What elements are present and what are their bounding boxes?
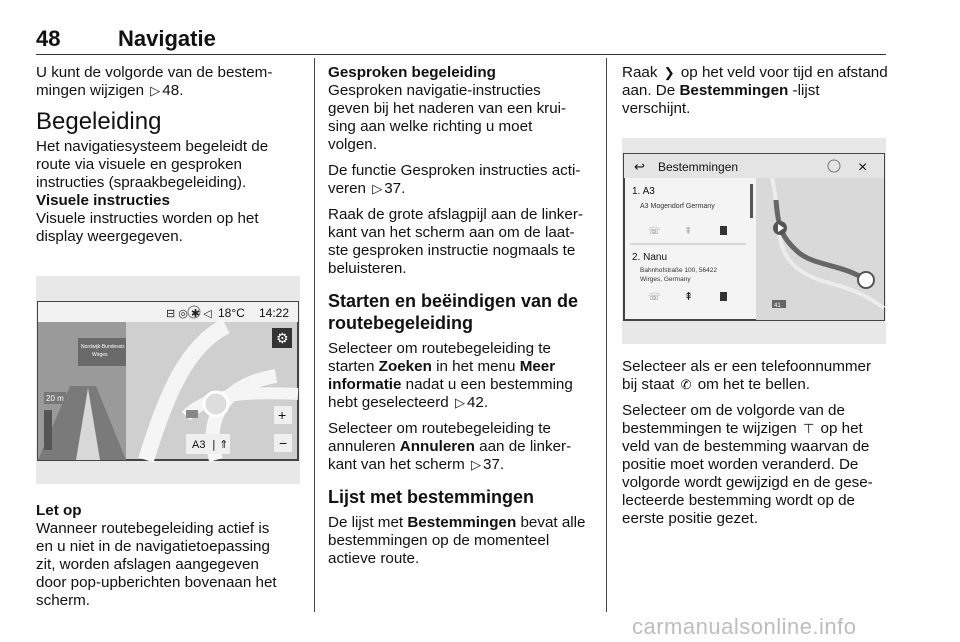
nav-sign-1: Nordwijk-Bundesstr. bbox=[81, 344, 126, 350]
svg-text:⇞: ⇞ bbox=[684, 290, 694, 303]
page-ref-icon: ▷ bbox=[454, 395, 465, 410]
column-3 bbox=[622, 64, 888, 118]
dest-item2-addr-2: Wirges, Germany bbox=[640, 276, 691, 283]
note-line-4: door pop-upberichten bovenaan het bbox=[36, 574, 277, 591]
p2-line-2: bij staat ✆ om het te bellen. bbox=[622, 376, 811, 393]
para1-line-2: route via visuele en gesproken bbox=[36, 156, 243, 173]
p1-line-2: aan. De Bestemmingen -lijst bbox=[622, 82, 820, 99]
p3-line-2: bestemmingen te wijzigen ⊤ op het bbox=[622, 420, 863, 437]
arrow-line-2: kant van het scherm aan om de laat- bbox=[328, 224, 575, 241]
move-to-top-icon: ⊤ bbox=[802, 421, 815, 436]
nav-road-label: A3 bbox=[192, 439, 206, 451]
svg-text:↩: ↩ bbox=[634, 160, 645, 175]
dest-map-label: 41 bbox=[774, 303, 781, 309]
spoken-line-1: Gesproken navigatie-instructies bbox=[328, 82, 541, 99]
func-line-2: veren ▷ 37. bbox=[328, 180, 406, 197]
arrow-line-4: beluisteren. bbox=[328, 260, 407, 277]
p3-line-3: veld van de bestemming waarvan de bbox=[622, 438, 870, 455]
column-divider-2 bbox=[606, 58, 607, 612]
note-line-3: zit, worden afslagen aangegeven bbox=[36, 556, 259, 573]
func-line-1: De functie Gesproken instructies acti- bbox=[328, 162, 581, 179]
spoken-line-4: volgen. bbox=[328, 136, 377, 153]
start-line-4: hebt geselecteerd ▷ 42. bbox=[328, 394, 489, 411]
column-3-lower bbox=[622, 358, 888, 528]
svg-text:×: × bbox=[858, 159, 868, 176]
p3-line-7: eerste positie gezet. bbox=[622, 510, 758, 527]
stop-line-1: Selecteer om routebegeleiding te bbox=[328, 420, 551, 437]
dest-title: Bestemmingen bbox=[658, 160, 739, 174]
note-heading: Let op bbox=[36, 502, 82, 519]
p3-line-6: lecteerde bestemming wordt op de bbox=[622, 492, 856, 509]
p1-line-1: Raak ❯ op het veld voor tijd en afstand bbox=[622, 64, 888, 81]
stop-ref[interactable]: 37. bbox=[483, 456, 505, 473]
nav-sign-2: Wirges bbox=[92, 352, 108, 358]
visual-heading: Visuele instructies bbox=[36, 192, 170, 209]
column-2 bbox=[328, 64, 600, 568]
header-rule bbox=[36, 54, 886, 55]
nav-temperature: 18°C bbox=[218, 306, 245, 320]
visual-line-2: display weergegeven. bbox=[36, 228, 183, 245]
svg-text:| ⇑: | ⇑ bbox=[212, 438, 229, 451]
p1-line-3: verschijnt. bbox=[622, 100, 691, 117]
note-line-1: Wanneer routebegeleiding actief is bbox=[36, 520, 270, 537]
chevron-right-icon: ❯ bbox=[663, 65, 675, 80]
p3-line-5: volgorde wordt gewijzigd en de gese- bbox=[622, 474, 873, 491]
dest-item1-addr: A3 Mogendorf Germany bbox=[640, 203, 715, 210]
spoken-line-2: geven bij het naderen van een krui- bbox=[328, 100, 567, 117]
spoken-line-3: sing aan welke richting u moet bbox=[328, 118, 533, 135]
start-line-2: starten Zoeken in het menu Meer bbox=[328, 358, 556, 375]
svg-text:⇞: ⇞ bbox=[684, 226, 693, 237]
visual-line-1: Visuele instructies worden op het bbox=[36, 210, 259, 227]
note-block bbox=[36, 502, 306, 610]
list-line-3: actieve route. bbox=[328, 550, 420, 567]
stop-line-3: kant van het scherm ▷ 37. bbox=[328, 456, 505, 473]
list-line-1: De lijst met Bestemmingen bevat alle bbox=[328, 514, 586, 531]
svg-text:−: − bbox=[279, 435, 288, 451]
page-number: 48 bbox=[36, 26, 61, 51]
start-line-3: informatie nadat u een bestemming bbox=[328, 376, 573, 393]
nav-time: 14:22 bbox=[259, 306, 290, 320]
nav-screen-figure bbox=[36, 276, 300, 484]
page-ref-icon: ▷ bbox=[471, 457, 481, 472]
svg-text:☏: ☏ bbox=[648, 226, 661, 237]
func-ref[interactable]: 37. bbox=[384, 180, 406, 197]
column-divider-1 bbox=[314, 58, 315, 612]
intro-line-1: U kunt de volgorde van de bestem- bbox=[36, 64, 273, 81]
svg-text:⊟ ◎ ✱ ◁: ⊟ ◎ ✱ ◁ bbox=[166, 308, 212, 320]
page-header bbox=[36, 26, 886, 56]
nav-distance: 20 m bbox=[46, 394, 64, 403]
svg-text:+: + bbox=[278, 407, 287, 423]
para1-line-3: instructies (spraakbegeleiding). bbox=[36, 174, 247, 191]
watermark: carmanualsonline.info bbox=[632, 614, 857, 639]
spoken-heading: Gesproken begeleiding bbox=[328, 64, 496, 81]
column-1 bbox=[36, 64, 306, 246]
start-ref[interactable]: 42. bbox=[466, 394, 489, 411]
page-ref-icon: ▷ bbox=[372, 181, 383, 196]
p2-line-1: Selecteer als er een telefoonnummer bbox=[622, 358, 872, 375]
intro-ref[interactable]: 48. bbox=[162, 82, 184, 99]
start-title-line-2: routebegeleiding bbox=[328, 313, 474, 333]
stop-line-2: annuleren Annuleren aan de linker- bbox=[328, 438, 572, 455]
arrow-line-1: Raak de grote afslagpijl aan de linker- bbox=[328, 206, 583, 223]
destinations-screen-figure bbox=[622, 138, 886, 344]
arrow-line-3: ste gesproken instructie nogmaals te bbox=[328, 242, 576, 259]
svg-text:⚙: ⚙ bbox=[276, 331, 289, 347]
phone-icon: ✆ bbox=[680, 377, 692, 392]
para1-line-1: Het navigatiesysteem begeleidt de bbox=[36, 138, 269, 155]
start-line-1: Selecteer om routebegeleiding te bbox=[328, 340, 551, 357]
note-line-2: en u niet in de navigatietoepassing bbox=[36, 538, 270, 555]
svg-text:☏: ☏ bbox=[648, 292, 661, 303]
page-ref-icon: ▷ bbox=[150, 83, 161, 98]
intro-line-2: mingen wijzigen ▷ 48. bbox=[36, 82, 184, 99]
dest-item2-name: 2. Nanu bbox=[632, 252, 668, 263]
p3-line-1: Selecteer om de volgorde van de bbox=[622, 402, 845, 419]
start-title-line-1: Starten en beëindigen van de bbox=[328, 291, 579, 311]
p3-line-4: positie moet worden veranderd. De bbox=[622, 456, 859, 473]
page-title: Navigatie bbox=[118, 26, 216, 51]
list-title: Lijst met bestemmingen bbox=[328, 487, 535, 507]
list-line-2: bestemmingen op de momenteel bbox=[328, 532, 550, 549]
dest-item1-name: 1. A3 bbox=[632, 186, 655, 197]
note-line-5: scherm. bbox=[36, 592, 91, 609]
section-title-begeleiding: Begeleiding bbox=[36, 108, 162, 135]
dest-item2-addr-1: Bahnhofstraße 100, 56422 bbox=[640, 267, 717, 274]
